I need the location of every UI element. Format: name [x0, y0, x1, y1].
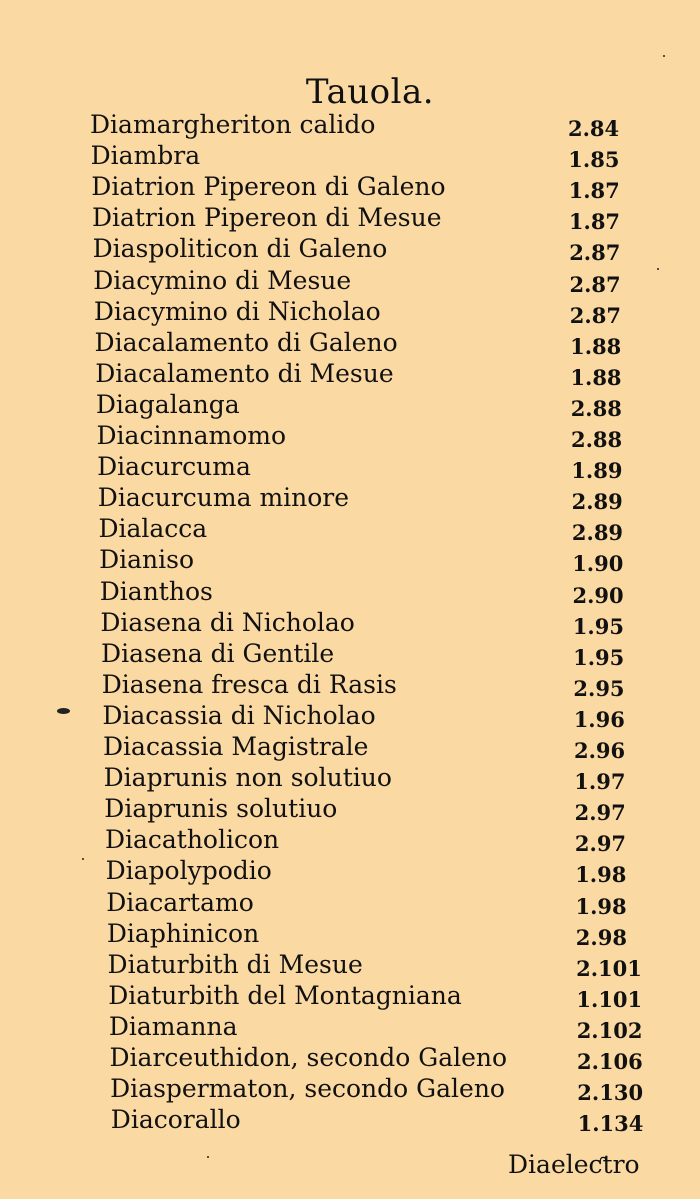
page-title: Tauola. — [305, 72, 435, 112]
index-entry — [0, 328, 700, 359]
entry-page-ref: 1.88 — [570, 333, 622, 359]
entry-name: Diatrion Pipereon di Mesue — [91, 203, 442, 233]
index-entry — [0, 577, 700, 608]
entry-page-ref: 2.97 — [574, 800, 626, 826]
index-entry — [0, 608, 700, 639]
catchword: Diaeleƈtro — [508, 1150, 640, 1179]
ink-speck — [207, 1156, 209, 1158]
index-entry — [0, 452, 700, 483]
entry-name: Diaturbith del Montagniana — [108, 980, 462, 1010]
entry-page-ref: 1.87 — [568, 209, 621, 235]
entry-page-ref: 2.96 — [574, 738, 626, 763]
entry-page-ref: 1.95 — [572, 613, 624, 639]
entry-name: Diacorallo — [110, 1105, 241, 1135]
index-entry — [0, 732, 700, 763]
index-entry — [0, 359, 700, 390]
ink-speck — [657, 268, 659, 270]
entry-page-ref: 1.97 — [574, 769, 626, 795]
entry-page-ref: 2.98 — [575, 924, 627, 950]
entry-name: Diacalamento di Mesue — [95, 358, 394, 388]
entry-page-ref: 2.84 — [568, 116, 620, 141]
entry-name: Diagalanga — [95, 389, 240, 419]
entry-page-ref: 1.98 — [575, 893, 627, 919]
index-entry — [0, 856, 700, 887]
entry-page-ref: 1.90 — [572, 551, 624, 577]
index-entry — [0, 297, 700, 328]
entry-page-ref: 2.88 — [570, 395, 622, 421]
entry-page-ref: 1.88 — [570, 364, 622, 390]
index-entry — [0, 545, 700, 576]
entry-name: Diacinnamomo — [96, 421, 287, 450]
entry-page-ref: 2.89 — [571, 520, 624, 546]
entry-page-ref: 2.89 — [571, 489, 623, 515]
entry-page-ref: 1.101 — [576, 986, 643, 1012]
entry-page-ref: 2.88 — [571, 427, 623, 452]
entry-page-ref: 2.87 — [569, 240, 621, 266]
entry-name: Diacalamento di Galeno — [94, 327, 398, 357]
entry-page-ref: 2.102 — [576, 1017, 643, 1043]
entry-page-ref: 1.87 — [568, 178, 620, 204]
entry-name: Diacatholicon — [104, 825, 280, 855]
index-entry — [0, 514, 700, 545]
entry-name: Diaturbith di Mesue — [107, 949, 363, 979]
entry-page-ref: 1.96 — [573, 706, 625, 732]
index-entry — [0, 919, 700, 950]
entry-page-ref: 2.130 — [577, 1080, 644, 1106]
entry-name: Dianthos — [99, 576, 213, 606]
entry-name: Diapolypodio — [105, 856, 272, 886]
entry-page-ref: 2.106 — [577, 1049, 643, 1074]
index-entry — [0, 1012, 700, 1043]
entry-page-ref: 1.98 — [575, 862, 627, 888]
entry-name: Diasena di Nicholao — [100, 607, 355, 637]
entry-name: Diacassia Magistrale — [103, 732, 369, 761]
index-entry — [0, 266, 700, 297]
entry-name: Diaphinicon — [106, 918, 260, 948]
index-entry — [0, 981, 700, 1012]
entry-name: Diasena fresca di Rasis — [101, 669, 397, 699]
ink-speck — [82, 858, 84, 860]
entry-name: Diasena di Gentile — [101, 638, 335, 668]
index-entry — [0, 141, 700, 172]
entry-name: Diaspoliticon di Galeno — [92, 234, 388, 264]
index-entry — [0, 888, 700, 919]
entry-name: Diarceuthidon, secondo Galeno — [109, 1043, 508, 1072]
entry-page-ref: 2.87 — [569, 271, 621, 297]
entry-page-ref: 2.101 — [576, 955, 642, 981]
entry-name: Diacurcuma minore — [97, 483, 350, 513]
entry-page-ref: 1.95 — [573, 644, 625, 670]
index-entry — [0, 701, 700, 732]
entry-name: Diamargheriton calido — [90, 110, 376, 139]
entry-page-ref: 2.95 — [573, 675, 625, 701]
entry-name: Diacymino di Mesue — [93, 265, 352, 295]
index-entry — [0, 1105, 700, 1136]
index-entry — [0, 421, 700, 452]
entry-name: Diacassia di Nicholao — [102, 700, 376, 730]
entry-page-ref: 2.97 — [574, 831, 627, 857]
index-entry — [0, 1043, 700, 1074]
entry-name: Diamanna — [108, 1011, 238, 1041]
index-entry — [0, 483, 700, 514]
index-entry — [0, 794, 700, 825]
entry-name: Diacartamo — [106, 887, 254, 917]
index-entry — [0, 639, 700, 670]
ink-speck — [57, 708, 70, 714]
entry-name: Diambra — [90, 141, 201, 171]
entry-page-ref: 1.134 — [577, 1111, 644, 1137]
entry-page-ref: 1.85 — [568, 147, 620, 173]
entry-name: Dianiso — [99, 545, 195, 575]
entry-name: Diatrion Pipereon di Galeno — [91, 172, 446, 202]
index-entry — [0, 763, 700, 794]
entry-name: Diaspermaton, secondo Galeno — [110, 1074, 505, 1104]
entry-page-ref: 1.89 — [571, 458, 623, 484]
index-entry — [0, 950, 700, 981]
index-entry — [0, 110, 700, 141]
entry-name: Diaprunis solutiuo — [104, 794, 338, 824]
index-entry — [0, 825, 700, 856]
index-entry — [0, 203, 700, 234]
entry-name: Dialacca — [98, 514, 208, 544]
entry-name: Diacymino di Nicholao — [93, 296, 381, 326]
entry-name: Diaprunis non solutiuo — [103, 763, 392, 793]
index-entry — [0, 390, 700, 421]
entry-page-ref: 2.87 — [569, 302, 621, 328]
ink-speck — [663, 55, 665, 57]
index-entry — [0, 670, 700, 701]
index-entry — [0, 1074, 700, 1105]
index-entry — [0, 172, 700, 203]
entry-name: Diacurcuma — [97, 452, 251, 482]
entry-page-ref: 2.90 — [572, 582, 624, 608]
index-entry — [0, 234, 700, 265]
